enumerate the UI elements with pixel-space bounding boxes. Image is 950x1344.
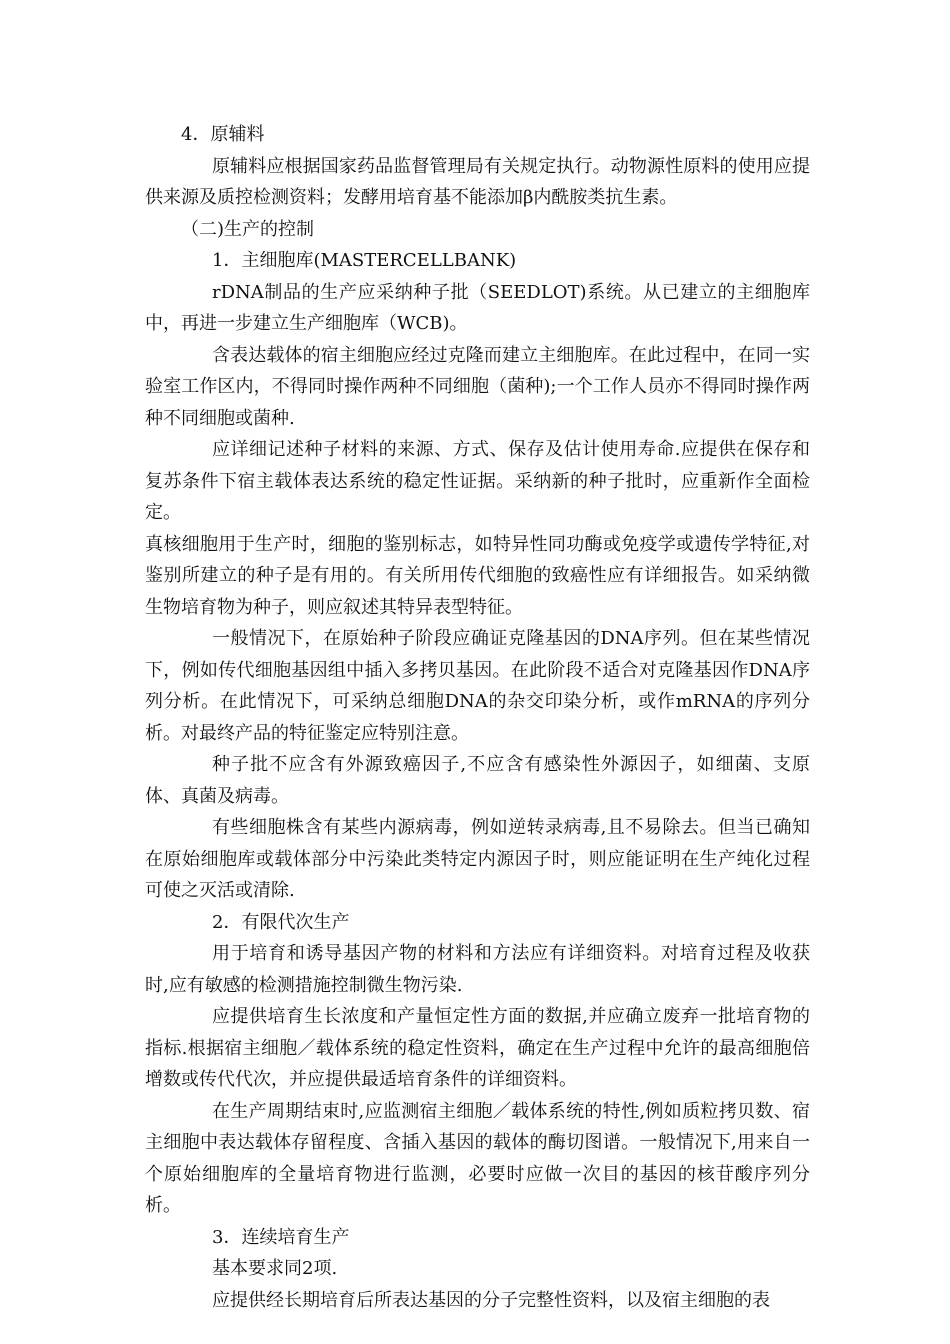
- paragraph-exogenous-factors: 种子批不应含有外源致癌因子,不应含有感染性外源因子，如细菌、支原体、真菌及病毒。: [145, 754, 810, 807]
- paragraph-dna-sequence: 一般情况下，在原始种子阶段应确证克隆基因的DNA序列。但在某些情况下，例如传代细胞基因组中插入多拷贝基因。在此阶段不适合对克隆基因作DNA序列分析。在此情况下，可采纳总细胞DNA的杂交印染分析，或作mRNA的序列分析。对最终产品的特征鉴定应特别注意。: [145, 628, 810, 744]
- paragraph-basic-requirements: 基本要求同2项.: [212, 1258, 338, 1279]
- paragraph-molecular-integrity: 应提供经长期培育后所表达基因的分子完整性资料，以及宿主细胞的表: [212, 1289, 770, 1311]
- paragraph-end-of-production: 在生产周期结束时,应监测宿主细胞／载体系统的特性,例如质粒拷贝数、宿主细胞中表达载体存留程度、含插入基因的载体的酶切图谱。一般情况下,用来自一个原始细胞库的全量培育物进行监测，必要时应做一次目的基因的核苷酸序列分析。: [145, 1100, 810, 1216]
- paragraph-endogenous-virus: 有些细胞株含有某些内源病毒，例如逆转录病毒,且不易除去。但当已确知在原始细胞库或载体部分中污染此类特定内源因子时，则应能证明在生产纯化过程可使之灭活或清除.: [145, 817, 810, 901]
- subsection-heading-limited-passage: 2．有限代次生产: [212, 911, 350, 933]
- subsection-heading-continuous-culture: 3．连续培育生产: [212, 1226, 350, 1248]
- paragraph-growth-consistency: 应提供培育生长浓度和产量恒定性方面的数据,并应确立废弃一批培育物的指标.根据宿主细胞／载体系统的稳定性资料，确定在生产过程中允许的最高细胞倍增数或传代代次，并应提供最适培育条件的详细资料。: [145, 1006, 810, 1090]
- paragraph-raw-materials: 原辅料应根据国家药品监督管理局有关规定执行。动物源性原料的使用应提供来源及质控检测资料；发酵用培育基不能添加β内酰胺类抗生素。: [145, 155, 810, 208]
- paragraph-culture-materials: 用于培育和诱导基因产物的材料和方法应有详细资料。对培育过程及收获时,应有敏感的检测措施控制微生物污染.: [145, 943, 810, 996]
- paragraph-seed-lot: rDNA制品的生产应采纳种子批（SEEDLOT)系统。从已建立的主细胞库中，再进一步建立生产细胞库（WCB)。: [145, 281, 810, 334]
- document-body: [145, 119, 810, 1316]
- section-heading-raw-materials: 4．原辅料: [181, 124, 265, 145]
- paragraph-cloning: 含表达载体的宿主细胞应经过克隆而建立主细胞库。在此过程中，在同一实验室工作区内，不得同时操作两种不同细胞（菌种);一个工作人员亦不得同时操作两种不同细胞或菌种.: [145, 344, 810, 429]
- paragraph-seed-material: 应详细记述种子材料的来源、方式、保存及估计使用寿命.应提供在保存和复苏条件下宿主载体表达系统的稳定性证据。采纳新的种子批时，应重新作全面检定。: [145, 439, 810, 523]
- section-heading-production-control: （二)生产的控制: [181, 218, 315, 240]
- paragraph-eukaryotic-cells: 真核细胞用于生产时，细胞的鉴别标志，如特异性同功酶或免疫学或遗传学特征,对鉴别所建立的种子是有用的。有关所用传代细胞的致癌性应有详细报告。如采纳微生物培育物为种子，则应叙述其特异表型特征。: [145, 533, 810, 618]
- subsection-heading-master-cell-bank: 1．主细胞库(MASTERCELLBANK): [212, 250, 517, 271]
